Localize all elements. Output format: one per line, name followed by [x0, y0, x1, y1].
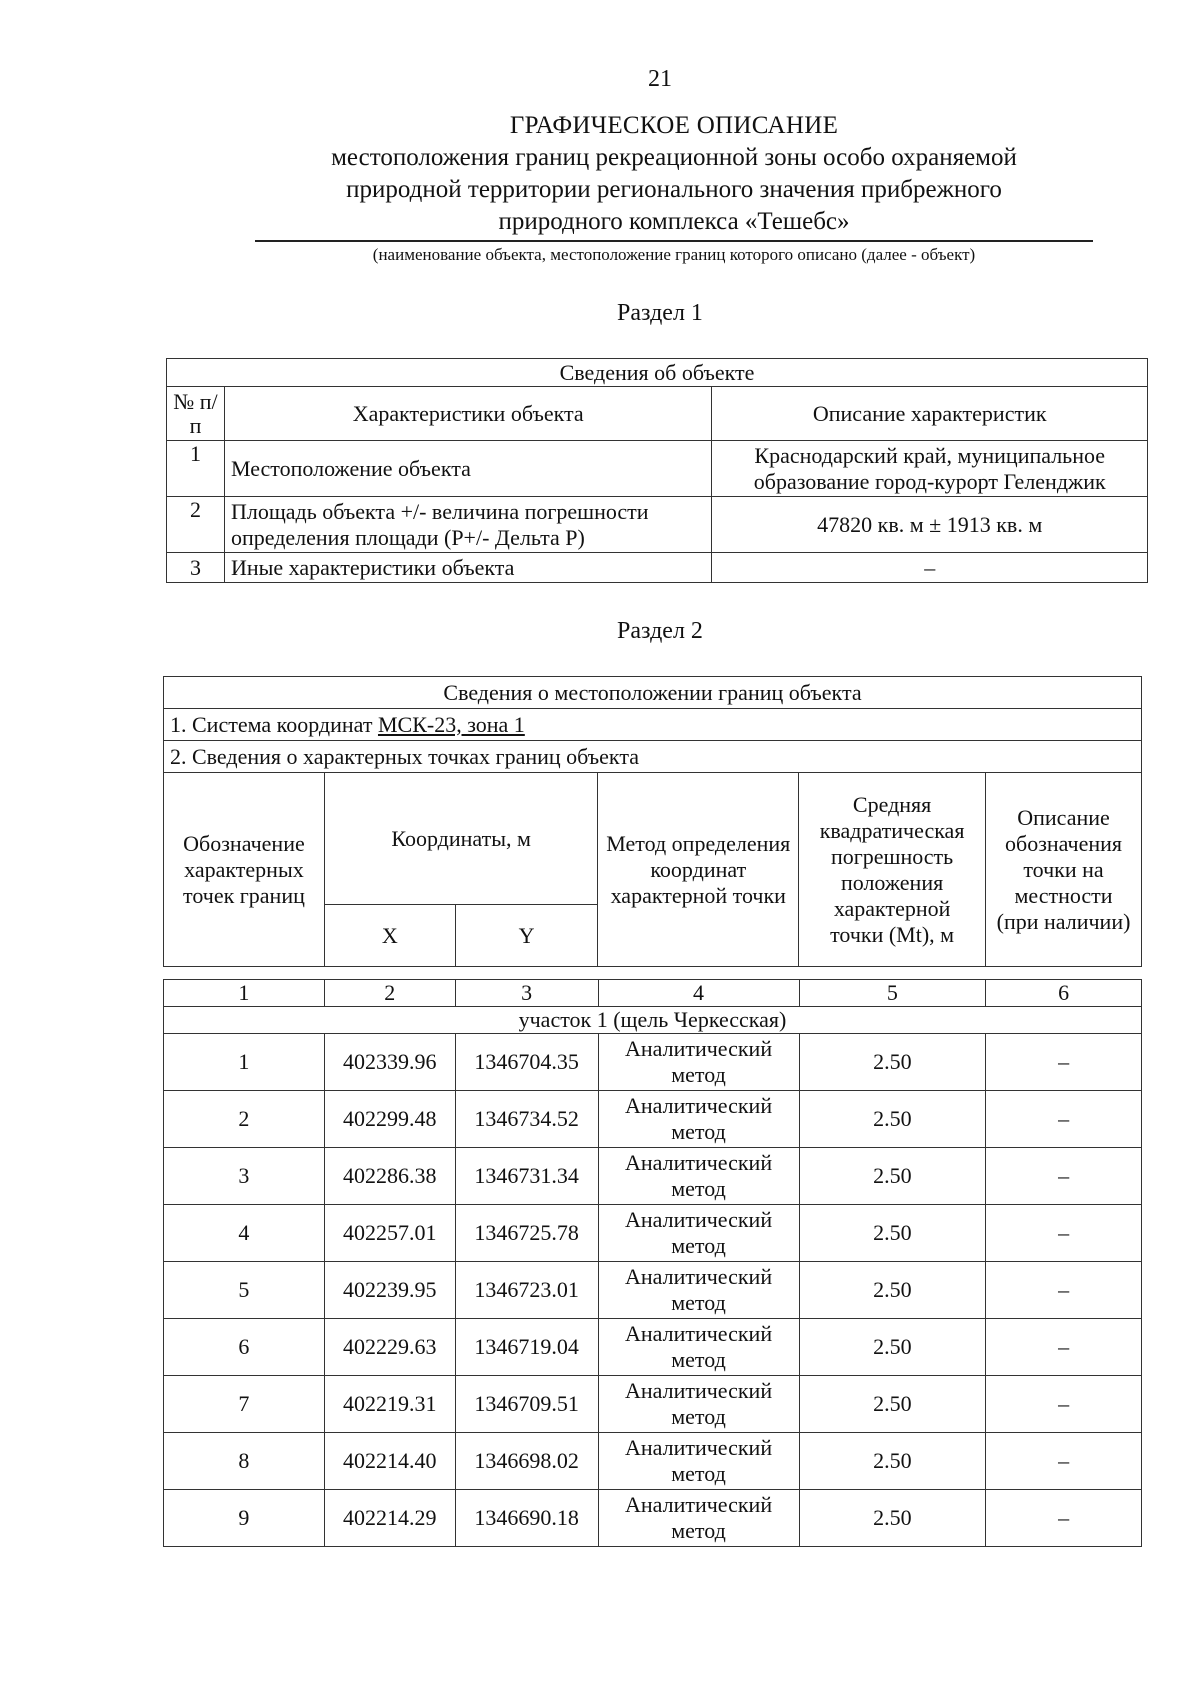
column-number: 4	[598, 980, 799, 1007]
section-2-heading: Раздел 2	[617, 618, 703, 644]
point-id: 6	[164, 1319, 325, 1376]
point-method: Аналитический метод	[598, 1091, 799, 1148]
point-note: –	[986, 1490, 1142, 1547]
points-title-row: 2. Сведения о характерных точках границ объекта	[164, 741, 1142, 773]
point-y: 1346723.01	[455, 1262, 598, 1319]
col-header-designation: Обозначение характерных точек границ	[164, 773, 325, 967]
point-y: 1346690.18	[455, 1490, 598, 1547]
point-x: 402286.38	[324, 1148, 455, 1205]
point-x: 402239.95	[324, 1262, 455, 1319]
coordinate-system-row	[164, 709, 1142, 741]
column-number: 3	[455, 980, 598, 1007]
table-row	[164, 1262, 1142, 1319]
point-error: 2.50	[799, 1319, 986, 1376]
point-method: Аналитический метод	[598, 1319, 799, 1376]
description-cell: Краснодарский край, муниципальное образование город-курорт Геленджик	[712, 441, 1148, 497]
point-note: –	[986, 1091, 1142, 1148]
document-subtitle-line-1: местоположения границ рекреационной зоны особо охраняемой	[331, 144, 1017, 171]
col-header-y: Y	[455, 905, 598, 967]
col-header-method: Метод определения координат характерной точки	[598, 773, 799, 967]
coordinate-system-text: 1. Система координат МСК-23, зона 1	[170, 711, 525, 737]
document-header	[255, 110, 1093, 266]
row-number: 1	[167, 441, 225, 497]
table-row	[167, 441, 1148, 497]
point-note: –	[986, 1148, 1142, 1205]
point-error: 2.50	[799, 1034, 986, 1091]
col-header-x: X	[324, 905, 455, 967]
object-caption: (наименование объекта, местоположение границ которого описано (далее - объект)	[372, 245, 976, 264]
point-method: Аналитический метод	[598, 1433, 799, 1490]
boundary-points-table	[163, 979, 1142, 1547]
point-method: Аналитический метод	[598, 1490, 799, 1547]
table-row	[164, 1148, 1142, 1205]
boundary-table-title: Сведения о местоположении границ объекта	[164, 677, 1142, 709]
point-error: 2.50	[799, 1148, 986, 1205]
document-title: ГРАФИЧЕСКОЕ ОПИСАНИЕ	[509, 112, 839, 139]
table-row	[164, 1319, 1142, 1376]
object-info-table-title: Сведения об объекте	[167, 359, 1148, 387]
table-row	[164, 1205, 1142, 1262]
col-header-note: Описание обозначения точки на местности (при наличии)	[986, 773, 1142, 967]
point-id: 2	[164, 1091, 325, 1148]
title-underline	[255, 240, 1093, 242]
point-x: 402214.40	[324, 1433, 455, 1490]
object-info-table	[166, 358, 1148, 583]
column-number-row	[164, 980, 1142, 1007]
characteristic-cell: Местоположение объекта	[224, 441, 711, 497]
point-id: 7	[164, 1376, 325, 1433]
point-x: 402229.63	[324, 1319, 455, 1376]
point-note: –	[986, 1034, 1142, 1091]
section-1-heading: Раздел 1	[617, 300, 703, 326]
point-id: 4	[164, 1205, 325, 1262]
column-number: 5	[799, 980, 986, 1007]
document-subtitle-line-2: природной территории регионального значения прибрежного	[346, 176, 1002, 203]
table-row	[164, 1433, 1142, 1490]
point-note: –	[986, 1376, 1142, 1433]
point-note: –	[986, 1319, 1142, 1376]
table-row	[164, 1490, 1142, 1547]
point-y: 1346731.34	[455, 1148, 598, 1205]
point-id: 9	[164, 1490, 325, 1547]
point-note: –	[986, 1433, 1142, 1490]
table-row	[167, 553, 1148, 583]
col-header-description: Описание характеристик	[712, 387, 1148, 441]
column-number: 6	[986, 980, 1142, 1007]
point-y: 1346709.51	[455, 1376, 598, 1433]
point-id: 5	[164, 1262, 325, 1319]
point-y: 1346698.02	[455, 1433, 598, 1490]
point-error: 2.50	[799, 1376, 986, 1433]
point-method: Аналитический метод	[598, 1034, 799, 1091]
column-number: 2	[324, 980, 455, 1007]
row-number: 2	[167, 497, 225, 553]
point-x: 402299.48	[324, 1091, 455, 1148]
column-number: 1	[164, 980, 325, 1007]
point-x: 402339.96	[324, 1034, 455, 1091]
point-note: –	[986, 1205, 1142, 1262]
point-error: 2.50	[799, 1433, 986, 1490]
characteristic-cell: Иные характеристики объекта	[224, 553, 711, 583]
page-number: 21	[648, 66, 672, 92]
boundary-info-table-header	[163, 676, 1142, 967]
point-id: 8	[164, 1433, 325, 1490]
table-row	[164, 1376, 1142, 1433]
document-subtitle-line-3: природного комплекса «Тешебс»	[498, 208, 850, 235]
point-x: 402257.01	[324, 1205, 455, 1262]
description-cell: –	[712, 553, 1148, 583]
point-method: Аналитический метод	[598, 1205, 799, 1262]
point-error: 2.50	[799, 1490, 986, 1547]
plot-label: участок 1 (щель Черкесская)	[164, 1007, 1142, 1034]
description-cell: 47820 кв. м ± 1913 кв. м	[712, 497, 1148, 553]
point-y: 1346704.35	[455, 1034, 598, 1091]
table-row	[164, 1034, 1142, 1091]
point-method: Аналитический метод	[598, 1376, 799, 1433]
point-x: 402219.31	[324, 1376, 455, 1433]
point-error: 2.50	[799, 1091, 986, 1148]
col-header-error: Средняя квадратическая погрешность положения характерной точки (Mt), м	[799, 773, 986, 967]
point-y: 1346719.04	[455, 1319, 598, 1376]
point-y: 1346725.78	[455, 1205, 598, 1262]
point-x: 402214.29	[324, 1490, 455, 1547]
col-header-coordinates: Координаты, м	[324, 773, 598, 905]
table-row	[167, 497, 1148, 553]
point-error: 2.50	[799, 1262, 986, 1319]
characteristic-cell: Площадь объекта +/- величина погрешности определения площади (P+/- Дельта P)	[224, 497, 711, 553]
col-header-number: № п/п	[167, 387, 225, 441]
point-error: 2.50	[799, 1205, 986, 1262]
point-y: 1346734.52	[455, 1091, 598, 1148]
point-id: 3	[164, 1148, 325, 1205]
point-method: Аналитический метод	[598, 1148, 799, 1205]
point-id: 1	[164, 1034, 325, 1091]
table-row	[164, 1091, 1142, 1148]
col-header-characteristics: Характеристики объекта	[224, 387, 711, 441]
row-number: 3	[167, 553, 225, 583]
point-note: –	[986, 1262, 1142, 1319]
point-method: Аналитический метод	[598, 1262, 799, 1319]
